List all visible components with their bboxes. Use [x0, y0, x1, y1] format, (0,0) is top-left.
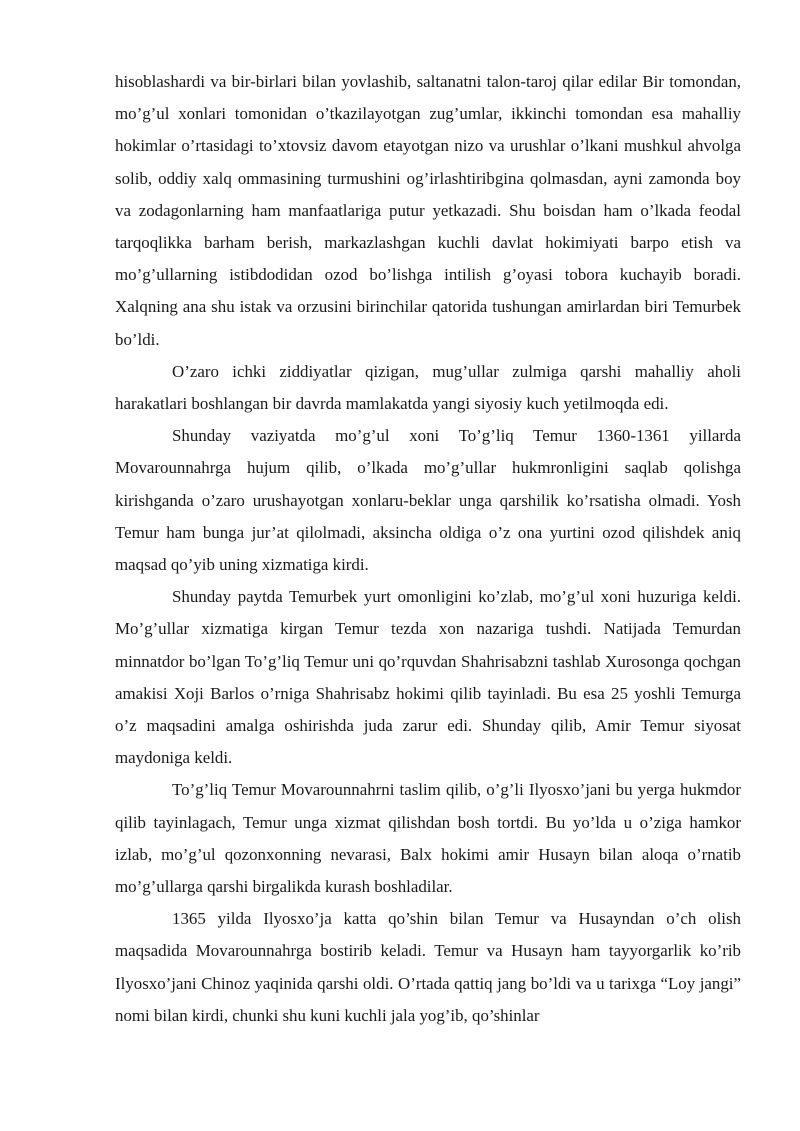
- paragraph-6: 1365 yilda Ilyosxo’ja katta qo’shin bilan Temur va Husayndan o’ch olish maqsadida Movarounnahrga bostirib keladi. Temur va Husayn ham tayyorgarlik ko’rib Ilyosxo’jani Chinoz yaqinida qarshi oldi. O’rtada qattiq jang bo’ldi va u tarixga “Loy jangi” nomi bilan kirdi, chunki shu kuni kuchli jala yog’ib, qo’shinlar: [115, 909, 741, 1025]
- paragraph-2: O’zaro ichki ziddiyatlar qizigan, mug’ullar zulmiga qarshi mahalliy aholi harakatlari boshlangan bir davrda mamlakatda yangi siyosiy kuch yetilmoqda edi.: [115, 361, 741, 414]
- paragraph-5: To’g’liq Temur Movarounnahrni taslim qilib, o’g’li Ilyosxo’jani bu yerga hukmdor qilib tayinlagach, Temur unga xizmat qilishdan bosh tortdi. Bu yo’lda u o’ziga hamkor izlab, mo’g’ul qozonxonning nevarasi, Balx hokimi amir Husayn bilan aloqa o’rnatib mo’g’ullarga qarshi birgalikda kurash boshladilar.: [115, 780, 741, 897]
- paragraph-1: hisoblashardi va bir-birlari bilan yovlashib, saltanatni talon-taroj qilar edilar Bir tomondan, mo’g’ul xonlari tomonidan o’tkazilayotgan zug’umlar, ikkinchi tomondan esa mahalliy hokimlar o’rtasidagi to’xtovsiz davom etayotgan nizo va urushlar o’lkani mushkul ahvolga solib, oddiy xalq ommasining turmushini og’irlashtiribgina qolmasdan, ayni zamonda boy va zodagonlarning ham manfaatlariga putur yetkazadi. Shu boisdan ham o’lkada feodal tarqoqlikka barham berish, markazlashgan kuchli davlat hokimiyati barpo etish va mo’g’ullarning istibdodidan ozod bo’lishga intilish g’oyasi tobora kuchayib boradi. Xalqning ana shu istak va orzusini birinchilar qatorida tushungan amirlardan biri Temurbek bo’ldi.: [115, 72, 741, 349]
- paragraph-4: Shunday paytda Temurbek yurt omonligini ko’zlab, mo’g’ul xoni huzuriga keldi. Mo’g’ullar xizmatiga kirgan Temur tezda xon nazariga tushdi. Natijada Temurdan minnatdor bo’lgan To’g’liq Temur uni qo’rquvdan Shahrisabzni tashlab Xurosonga qochgan amakisi Xoji Barlos o’rniga Shahrisabz hokimi qilib tayinladi. Bu esa 25 yoshli Temurga o’z maqsadini amalga oshirishda juda zarur edi. Shunday qilib, Amir Temur siyosat maydoniga keldi.: [115, 587, 741, 768]
- document-page: [115, 66, 741, 1032]
- paragraph-3: Shunday vaziyatda mo’g’ul xoni To’g’liq Temur 1360-1361 yillarda Movarounnahrga hujum qilib, o’lkada mo’g’ullar hukmronligini saqlab qolishga kirishganda o’zaro urushayotgan xonlaru-beklar unga qarshilik ko’rsatisha olmadi. Yosh Temur ham bunga jur’at qilolmadi, aksincha oldiga o’z ona yurtini ozod qilishdek aniq maqsad qo’yib uning xizmatiga kirdi.: [115, 426, 741, 575]
